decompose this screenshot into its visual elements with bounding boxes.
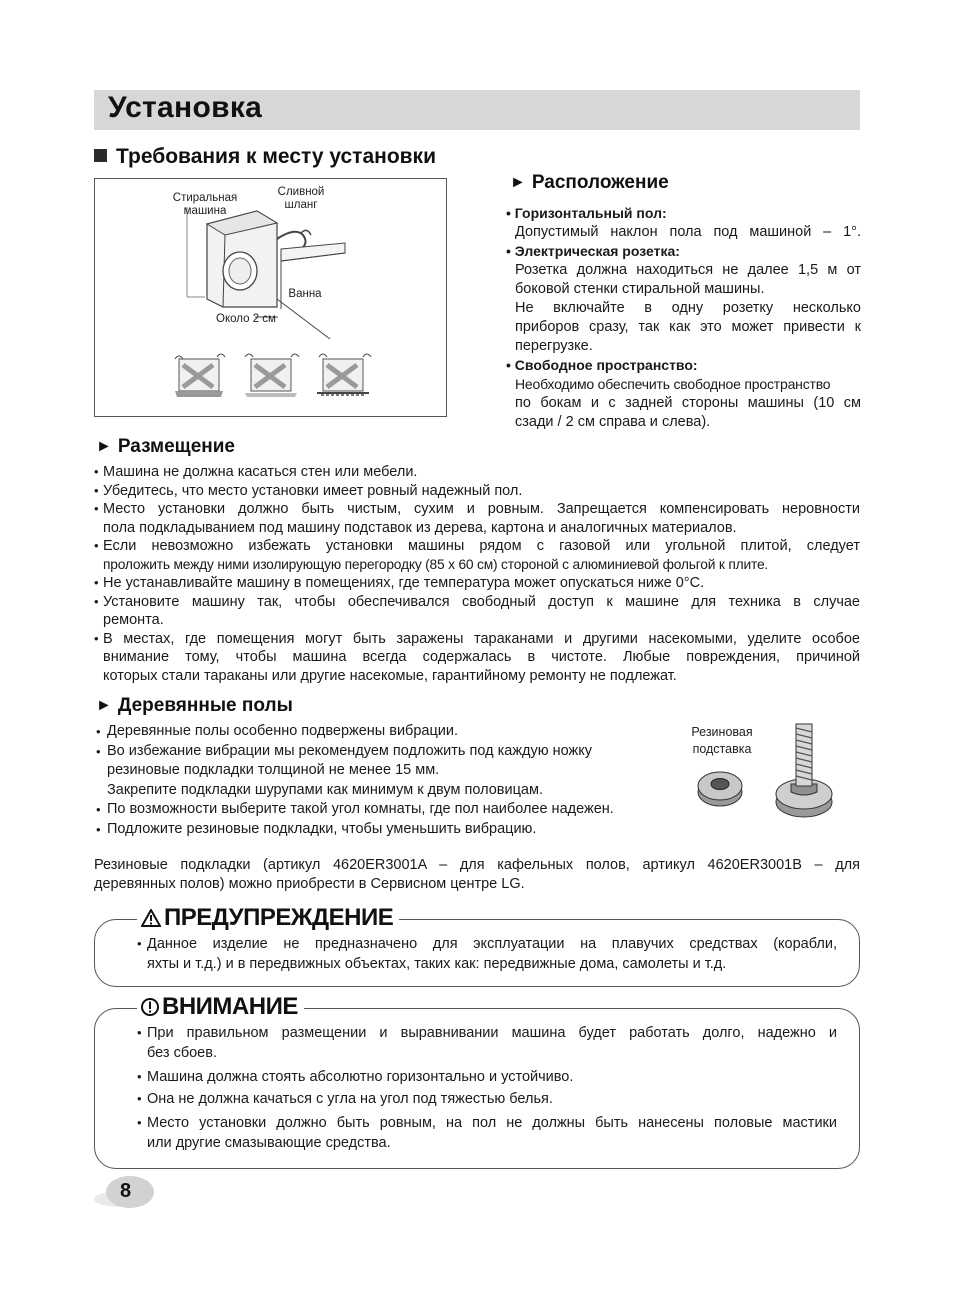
list-item xyxy=(137,1023,837,1063)
list-item-text: Машина должна стоять абсолютно горизонтально и устойчиво. xyxy=(147,1069,574,1085)
washing-machine-drawing xyxy=(95,179,445,415)
list-item xyxy=(137,1067,837,1087)
list-item xyxy=(137,1089,837,1109)
placement-heading-text: Размещение xyxy=(117,436,235,457)
list-item xyxy=(94,574,860,593)
list-item-text: Деревянные полы особенно подвержены вибрации. xyxy=(107,723,459,739)
warning-title xyxy=(137,904,399,934)
space-heading-text: Свободное пространство: xyxy=(514,357,698,373)
page-number: 8 xyxy=(120,1180,132,1202)
location-heading-text: Расположение xyxy=(531,172,669,193)
wood-note-text: Резиновые подкладки (артикул 4620ER3001A – для кафельных полов, артикул 4620ER3001B – для xyxy=(94,857,860,873)
floor-text: Допустимый наклон пола под машиной – 1°. xyxy=(515,224,861,240)
location-text xyxy=(506,204,861,432)
warning-body xyxy=(137,934,837,974)
wood-note-text: деревянных полов) можно приобрести в Сервисном центре LG. xyxy=(94,876,525,892)
space-text: сзади / 2 см справа и слева). xyxy=(515,414,711,430)
label-tub: Ванна xyxy=(288,288,322,300)
warning-triangle-icon xyxy=(141,906,161,934)
list-item-text: ремонта. xyxy=(103,612,164,628)
outlet-text: боковой стенки стиральной машины. xyxy=(515,281,765,297)
caution-body xyxy=(137,1023,837,1153)
list-item xyxy=(96,722,686,742)
list-item-text: • Данное изделие не предназначено для эксплуатации на плавучих средствах (корабли, xyxy=(147,936,837,952)
space-heading: • Свободное пространство: xyxy=(506,357,698,373)
outlet-text: Не включайте в одну розетку несколько xyxy=(515,300,861,316)
section-title-text: Требования к месту установки xyxy=(116,145,436,168)
list-item xyxy=(96,800,686,820)
list-item-text: яхты и т.д.) и в передвижных объектах, таких как: передвижные дома, самолеты и т.д. xyxy=(147,956,727,972)
label-hose: Сливной шланг xyxy=(277,186,325,211)
list-item-text: • Если невозможно избежать установки машины рядом с газовой или угольной плитой, следует xyxy=(103,538,860,554)
list-item-text: По возможности выберите такой угол комнаты, где пол наиболее надежен. xyxy=(107,801,614,817)
placement-heading xyxy=(96,436,235,458)
arrow-right-icon: ► xyxy=(96,438,112,455)
warning-title-text: ПРЕДУПРЕЖДЕНИЕ xyxy=(164,904,394,931)
list-item-text: • Во избежание вибрации мы рекомендуем подложить под каждую ножку xyxy=(107,742,592,759)
square-bullet-icon xyxy=(94,149,107,162)
list-item xyxy=(94,482,860,501)
list-item-text: Машина не должна касаться стен или мебели. xyxy=(103,464,418,480)
list-item xyxy=(94,593,860,630)
list-item-text: или другие смазывающие средства. xyxy=(147,1135,391,1151)
wood-heading xyxy=(96,695,293,717)
list-item-text: • В местах, где помещения могут быть заражены тараканами и другими насекомыми, уделите особое xyxy=(103,630,860,647)
location-heading xyxy=(510,172,669,194)
label-machine: Стиральная машина xyxy=(172,192,238,217)
section-title xyxy=(94,145,436,169)
installation-illustration xyxy=(94,178,447,417)
caution-title xyxy=(137,993,304,1023)
list-item xyxy=(94,537,860,574)
outlet-heading: • Электрическая розетка: xyxy=(506,243,680,259)
wood-heading-text: Деревянные полы xyxy=(117,695,293,716)
list-item-text: Она не должна качаться с угла на угол под тяжестью белья. xyxy=(147,1091,553,1107)
list-item-text: • Место установки должно быть ровным, на пол не должны быть нанесены половые мастики xyxy=(147,1115,837,1131)
outlet-text: приборов сразу, так как это может привести к xyxy=(515,319,861,335)
floor-heading: • Горизонтальный пол: xyxy=(506,205,667,221)
list-item-text: Закрепите подкладки шурупами как минимум к двум половицам. xyxy=(107,781,543,798)
outlet-heading-text: Электрическая розетка: xyxy=(514,243,680,259)
page-number-badge xyxy=(94,1175,156,1211)
list-item-text: резиновые подкладки толщиной не менее 15 мм. xyxy=(107,762,440,778)
wood-list xyxy=(96,722,686,839)
arrow-right-icon: ► xyxy=(96,697,112,714)
list-item xyxy=(96,742,686,801)
label-gap: Около 2 см xyxy=(216,313,276,325)
floor-heading-text: Горизонтальный пол: xyxy=(514,205,667,221)
wood-note xyxy=(94,856,860,894)
caution-title-text: ВНИМАНИЕ xyxy=(162,993,298,1020)
header-bar xyxy=(94,90,860,130)
list-item-text: пола подкладыванием под машину подставок из дерева, картона и аналогичных материалов. xyxy=(103,519,737,536)
list-item xyxy=(94,463,860,482)
list-item-text: • При правильном размещении и выравнивании машина будет работать долго, надежно и xyxy=(147,1025,837,1041)
list-item-text: проложить между ними изолирующую перегородку (85 x 60 см) стороной с алюминиевой фольгой к плите. xyxy=(103,556,769,572)
list-item-text: внимание тому, чтобы машина всегда содержалась в чистоте. Любые повреждения, причиной xyxy=(103,649,860,665)
list-item-text: Не устанавливайте машину в помещениях, где температура может опускаться ниже 0°С. xyxy=(103,575,705,591)
placement-list xyxy=(94,463,860,685)
list-item-text: Подложите резиновые подкладки, чтобы уменьшить вибрацию. xyxy=(107,820,537,837)
list-item-text: • Установите машину так, чтобы обеспечивался свободный доступ к машине для техника в случае xyxy=(103,593,860,610)
outlet-text: перегрузке. xyxy=(515,338,593,354)
page-title: Установка xyxy=(108,91,263,124)
outlet-text: Розетка должна находиться не далее 1,5 м от xyxy=(515,262,861,278)
space-text: по бокам и с задней стороны машины (10 см xyxy=(515,395,861,411)
space-text: Необходимо обеспечить свободное пространство xyxy=(515,376,831,392)
list-item xyxy=(137,1113,837,1153)
list-item-text: Убедитесь, что место установки имеет ровный надежный пол. xyxy=(103,482,523,499)
warning-box xyxy=(94,904,860,987)
rubber-pad-drawing xyxy=(690,712,850,822)
caution-box xyxy=(94,993,860,1169)
list-item xyxy=(137,934,837,974)
list-item-text: • Место установки должно быть чистым, сухим и ровным. Запрещается компенсировать неровности xyxy=(103,501,860,517)
list-item xyxy=(94,500,860,537)
list-item-text: без сбоев. xyxy=(147,1045,217,1061)
exclamation-circle-icon xyxy=(141,995,159,1023)
list-item xyxy=(94,630,860,686)
list-item-text: которых стали тараканы или другие насекомые, гарантийному ремонту не подлежат. xyxy=(103,667,677,684)
arrow-right-icon: ► xyxy=(510,174,526,191)
rubber-pad-label-text: Резиновая подставка xyxy=(691,725,753,756)
list-item xyxy=(96,820,686,840)
